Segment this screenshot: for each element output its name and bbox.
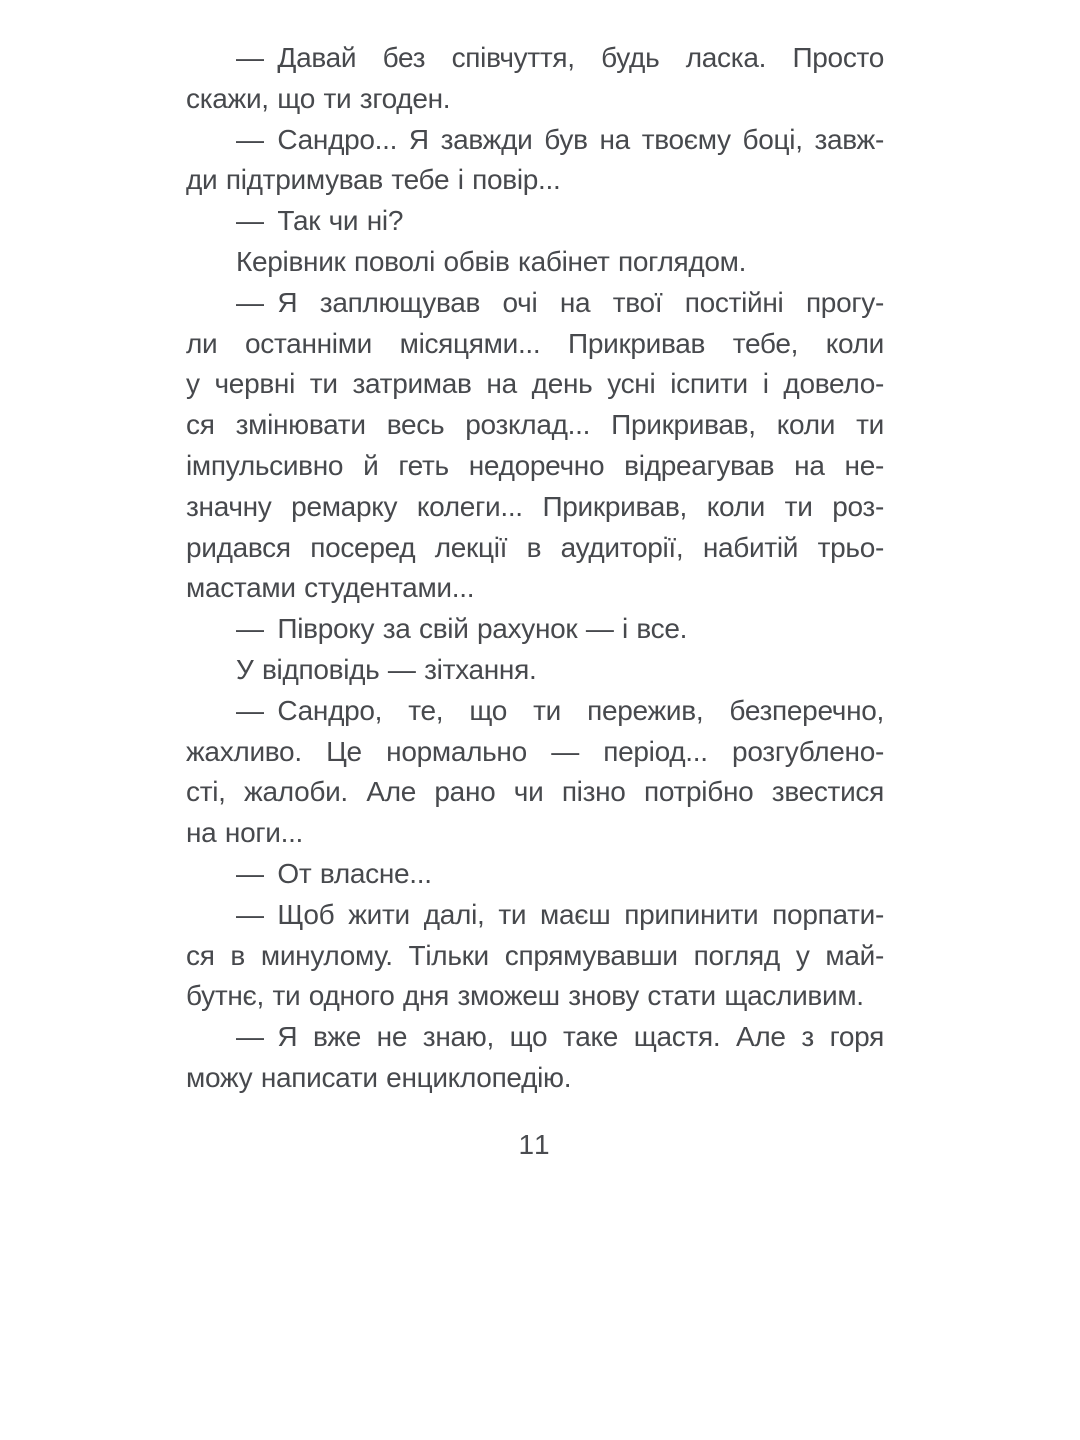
text-line: імпульсивно й геть недоречно відреагував на не- bbox=[186, 449, 884, 481]
text-line: У відповідь — зітхання. bbox=[236, 653, 537, 685]
text-line: — Сандро, те, що ти пережив, безперечно, bbox=[236, 694, 884, 726]
text-line: ся змінювати весь розклад... Прикривав, коли ти bbox=[186, 409, 884, 441]
text-line: ся в минулому. Тільки спрямувавши погляд у май- bbox=[186, 939, 884, 971]
text-line: — Я заплющував очі на твої постійні прогу- bbox=[236, 286, 884, 318]
text-line: у червні ти затримав на день усні іспити і довело- bbox=[186, 368, 884, 400]
text-line: бутнє, ти одного дня зможеш знову стати щасливим. bbox=[186, 980, 864, 1012]
text-line: — Давай без співчуття, будь ласка. Просто bbox=[236, 42, 884, 73]
text-line: — От власне... bbox=[236, 857, 432, 889]
text-line: мастами студентами... bbox=[186, 572, 475, 604]
paragraph bbox=[186, 854, 884, 895]
paragraph bbox=[186, 201, 884, 242]
text-line: — Щоб жити далі, ти маєш припинити порпати- bbox=[236, 898, 884, 930]
text-line: — Сандро... Я завжди був на твоєму боці, завж- bbox=[236, 123, 884, 155]
paragraph bbox=[186, 609, 884, 650]
text-line: — Півроку за свій рахунок — і все. bbox=[236, 613, 688, 645]
text-line: ли останніми місяцями... Прикривав тебе, коли bbox=[186, 327, 884, 359]
text-line: ди підтримував тебе і повір... bbox=[186, 164, 561, 196]
text-line: ридався посеред лекції в аудиторії, набитій трьо- bbox=[186, 531, 884, 563]
text-line: можу написати енциклопедію. bbox=[186, 1061, 572, 1093]
text-line: — Я вже не знаю, що таке щастя. Але з горя bbox=[236, 1021, 884, 1053]
text-block bbox=[186, 38, 884, 1099]
text-line: — Так чи ні? bbox=[236, 205, 404, 237]
paragraph bbox=[186, 650, 884, 691]
paragraph bbox=[186, 895, 884, 1017]
book-page bbox=[186, 0, 884, 1166]
paragraph bbox=[186, 242, 884, 283]
text-line: сті, жалоби. Але рано чи пізно потрібно звестися bbox=[186, 776, 884, 808]
paragraph bbox=[186, 691, 884, 854]
text-line: жахливо. Це нормально — період... розгублено- bbox=[186, 735, 884, 767]
paragraph bbox=[186, 1017, 884, 1099]
paragraph bbox=[186, 38, 884, 120]
text-line: скажи, що ти згоден. bbox=[186, 82, 451, 114]
paragraph bbox=[186, 283, 884, 609]
text-line: на ноги... bbox=[186, 817, 304, 849]
paragraph bbox=[186, 120, 884, 202]
text-line: Керівник поволі обвів кабінет поглядом. bbox=[236, 245, 747, 277]
page-number: 11 bbox=[518, 1128, 552, 1160]
text-line: значну ремарку колеги... Прикривав, коли ти роз- bbox=[186, 490, 884, 522]
